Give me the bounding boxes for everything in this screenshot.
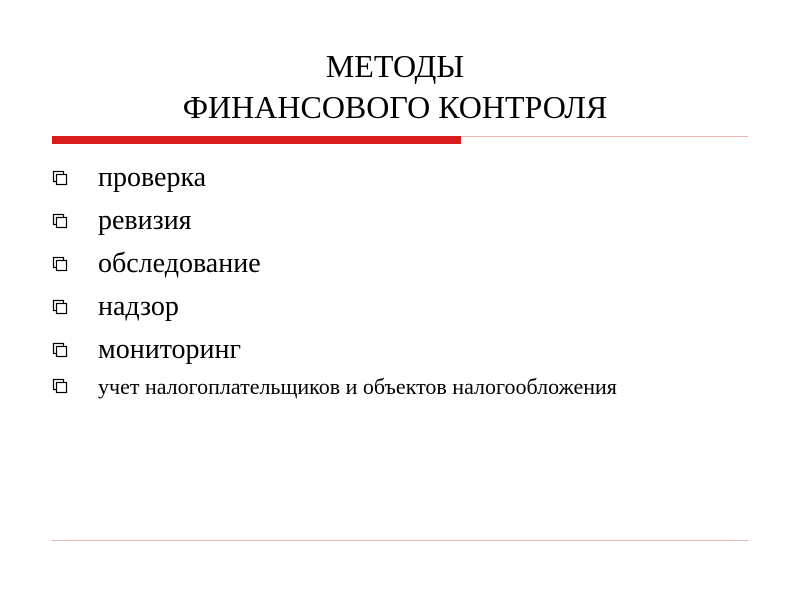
list-item-text: обследование xyxy=(98,248,261,279)
hollow-square-bullet-icon xyxy=(52,299,68,315)
list-item xyxy=(52,373,742,400)
hollow-square-bullet-icon xyxy=(52,378,68,394)
list-item xyxy=(52,244,742,283)
list-item xyxy=(52,330,742,369)
bullet-list xyxy=(52,158,742,404)
hollow-square-bullet-icon xyxy=(52,170,68,186)
list-item-text: мониторинг xyxy=(98,334,242,365)
footer-divider xyxy=(52,540,748,541)
slide-title-line-2: ФИНАНСОВОГО КОНТРОЛЯ xyxy=(182,89,608,125)
hollow-square-bullet-icon xyxy=(52,213,68,229)
list-item-text: проверка xyxy=(98,162,207,193)
list-item xyxy=(52,201,742,240)
list-item xyxy=(52,158,742,197)
list-item-text: ревизия xyxy=(98,205,192,236)
hollow-square-bullet-icon xyxy=(52,256,68,272)
title-underline-accent xyxy=(52,136,461,144)
slide-title xyxy=(90,46,700,128)
list-item-text: учет налогоплательщиков и объектов налогообложения xyxy=(98,374,617,399)
hollow-square-bullet-icon xyxy=(52,342,68,358)
list-item xyxy=(52,287,742,326)
list-item-text: надзор xyxy=(98,291,179,322)
slide-title-line-1: МЕТОДЫ xyxy=(325,48,465,84)
